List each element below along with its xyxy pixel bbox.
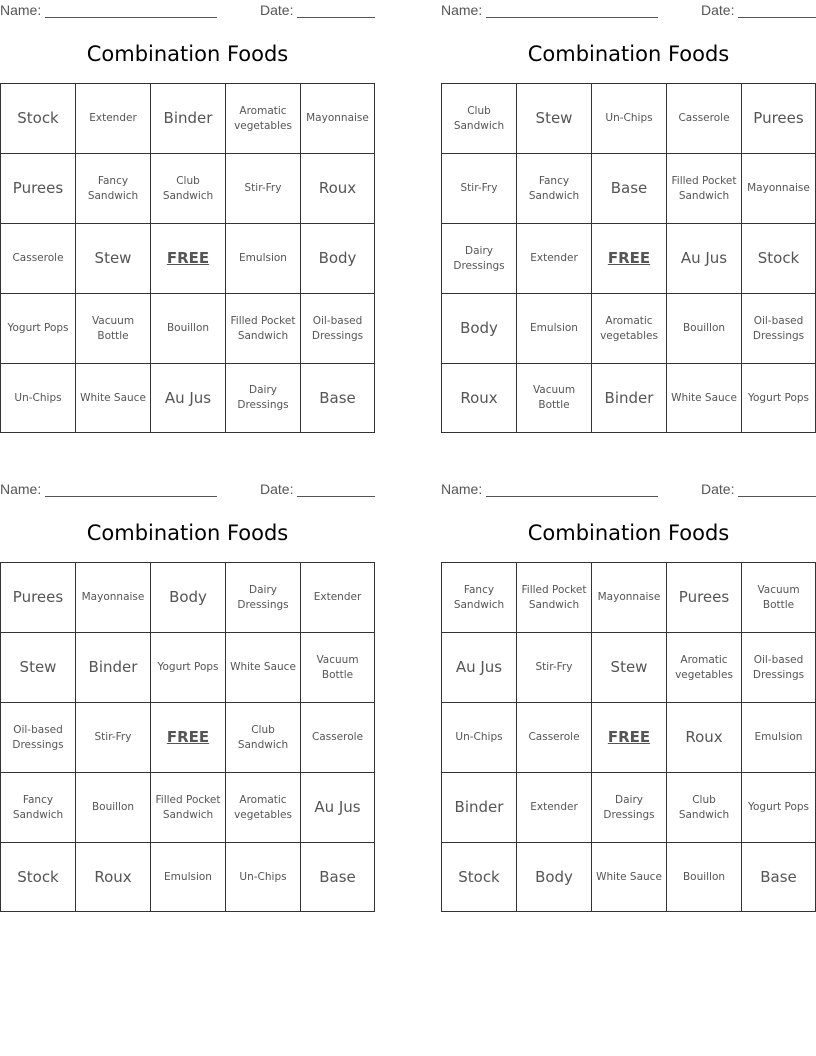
bingo-cell-text: Emulsion [164,870,212,883]
bingo-cell [517,154,591,223]
date-label: Date: [701,481,735,497]
bingo-cell [1,84,75,153]
bingo-cell-text: Stock [17,109,59,127]
bingo-cell-text: White Sauce [230,661,296,673]
free-space-cell [151,703,225,772]
date-label: Date: [701,2,735,18]
bingo-cell [592,364,666,432]
bingo-cell-text: Filled Pocket Sandwich [230,314,296,342]
bingo-cell [517,633,591,702]
bingo-cell [742,773,815,842]
bingo-cell [76,84,150,153]
bingo-cell-text: Roux [318,179,357,197]
bingo-cell-text: Mayonnaise [597,591,661,603]
bingo-cell [1,633,75,702]
bingo-cell-text: Oil-based Dressings [752,314,805,342]
bingo-grid [0,83,375,433]
bingo-card-4 [441,479,816,886]
bingo-cell [151,364,225,432]
bingo-cell [517,703,591,772]
bingo-cell-text: Casserole [311,731,364,743]
name-label: Name: [441,481,483,497]
bingo-cell [742,703,815,772]
free-space-cell [592,703,666,772]
bingo-cell-text: Casserole [678,112,730,124]
date-label: Date: [260,2,294,18]
bingo-cell [226,563,300,632]
bingo-cell-text: Stew [610,658,648,676]
bingo-cell [301,294,374,363]
name-date-line [441,481,816,499]
bingo-cell-text: Purees [678,588,730,606]
bingo-cell [517,843,591,911]
card-title: Combination Foods [86,42,289,66]
bingo-cell [592,563,666,632]
bingo-cell-text: Bouillon [166,322,210,334]
bingo-cell-text: Stir-Fry [460,182,498,194]
bingo-cell-text: FREE [166,728,210,746]
bingo-cell-text: Vacuum Bottle [532,384,576,411]
bingo-cell-text: Au Jus [455,658,503,676]
bingo-cell-text: Yogurt Pops [747,801,810,813]
bingo-cell-text: Au Jus [164,388,212,407]
bingo-cell-text: Emulsion [754,731,803,743]
bingo-cell-text: Mayonnaise [306,112,369,124]
bingo-cell [442,633,516,702]
bingo-cell [151,843,225,911]
bingo-cell-text: Roux [460,388,498,407]
bingo-cell-text: Aromatic vegetables [234,104,292,132]
bingo-cell-text: Dairy Dressings [603,793,655,821]
bingo-cell [76,364,150,432]
bingo-cell-text: Yogurt Pops [157,661,219,673]
bingo-cell [151,154,225,223]
name-label: Name: [441,2,483,18]
bingo-cell [667,364,741,432]
bingo-cell [592,154,666,223]
bingo-cell [151,563,225,632]
bingo-cell [301,364,374,432]
name-blank-line [45,496,217,497]
bingo-cell-text: Vacuum Bottle [91,314,135,342]
bingo-cell-text: Roux [94,867,132,886]
bingo-cell [592,633,666,702]
bingo-cell [151,633,225,702]
bingo-cell [1,563,75,632]
bingo-cell-text: Club Sandwich [237,723,289,751]
bingo-card-3 [0,479,375,886]
date-blank-line [297,17,375,18]
bingo-cell [301,773,374,842]
bingo-cell-text: Fancy Sandwich [528,174,580,202]
bingo-cell-text: White Sauce [80,391,146,404]
bingo-cell-text: Purees [753,109,804,127]
bingo-cell [1,294,75,363]
bingo-cell [742,364,815,432]
bingo-card-1 [0,0,375,411]
bingo-cell [517,294,591,363]
bingo-cell-text: Aromatic vegetables [675,653,733,681]
bingo-cell-text: Base [610,179,648,197]
bingo-cell-text: Bouillon [91,801,135,813]
bingo-cell [667,154,741,223]
bingo-cell-text: Purees [12,179,64,197]
bingo-cell-text: FREE [166,249,210,267]
bingo-cell [592,773,666,842]
bingo-cell-text: White Sauce [596,870,662,883]
bingo-cell-text: Bouillon [682,322,726,334]
bingo-cell [592,84,666,153]
bingo-cell-text: Purees [12,588,64,606]
bingo-cell-text: Fancy Sandwich [12,793,64,821]
bingo-cell-text: Club Sandwich [162,174,214,202]
bingo-cell-text: White Sauce [671,391,737,404]
card-title: Combination Foods [527,521,730,545]
bingo-cell [226,633,300,702]
bingo-cell [517,563,591,632]
bingo-cell-text: Stew [19,658,57,676]
bingo-grid [0,562,375,912]
bingo-card-2 [441,0,816,411]
bingo-cell [76,294,150,363]
bingo-cell-text: Body [169,588,207,606]
bingo-cell [1,224,75,293]
bingo-cell [442,773,516,842]
bingo-cell [226,364,300,432]
bingo-cell [76,703,150,772]
bingo-cell [667,703,741,772]
bingo-cell-text: Casserole [528,731,580,743]
name-blank-line [45,17,217,18]
bingo-cell [442,224,516,293]
bingo-cell [667,843,741,911]
bingo-cell [742,563,815,632]
bingo-cell-text: Base [319,867,356,886]
bingo-cell-text: Body [535,867,573,886]
name-date-line [0,481,375,499]
bingo-cell [301,224,374,293]
bingo-cell-text: Emulsion [530,322,578,334]
bingo-cell [592,843,666,911]
bingo-cell-text: Au Jus [314,798,361,816]
date-blank-line [297,496,375,497]
bingo-cell [1,703,75,772]
bingo-cell [226,84,300,153]
name-blank-line [486,17,658,18]
bingo-cell [442,563,516,632]
bingo-cell-text: Yogurt Pops [747,391,810,404]
bingo-cell-text: Oil-based Dressings [12,723,64,751]
bingo-cell-text: Stock [17,867,59,886]
bingo-cell-text: Binder [604,388,654,407]
bingo-cell [301,84,374,153]
bingo-cell [667,224,741,293]
bingo-cell [226,843,300,911]
bingo-cell-text: Vacuum Bottle [316,653,359,681]
date-blank-line [738,17,816,18]
bingo-cell-text: FREE [607,249,651,267]
bingo-cell-text: Casserole [12,252,64,264]
bingo-cell [301,563,374,632]
bingo-cell-text: Body [318,249,357,267]
bingo-cell [226,703,300,772]
bingo-cell [442,154,516,223]
bingo-cell-text: Extender [313,591,362,603]
bingo-cell-text: Mayonnaise [81,591,145,603]
bingo-cell-text: Extender [530,252,578,264]
card-title: Combination Foods [86,521,289,545]
name-date-line [0,2,375,20]
bingo-cell-text: FREE [607,728,651,746]
bingo-cell [517,773,591,842]
bingo-cell [742,84,815,153]
bingo-cell-text: Base [760,867,797,886]
bingo-cell [742,224,815,293]
bingo-cell-text: Un-Chips [14,391,62,404]
bingo-cell-text: Roux [685,728,723,746]
bingo-cell [517,364,591,432]
bingo-cell-text: Mayonnaise [747,182,810,194]
free-space-cell [592,224,666,293]
bingo-cell-text: Au Jus [680,249,728,267]
bingo-cell [442,294,516,363]
bingo-cell-text: Extender [530,801,578,813]
bingo-cell-text: Filled Pocket Sandwich [155,793,221,821]
bingo-cell-text: Binder [163,109,213,127]
name-label: Name: [0,481,42,497]
bingo-cell-text: Stock [757,249,800,267]
bingo-cell-text: Un-Chips [605,112,653,124]
bingo-cell [667,633,741,702]
bingo-cell-text: Un-Chips [455,731,503,743]
free-space-cell [151,224,225,293]
bingo-cell [442,84,516,153]
bingo-cell-text: Extender [89,112,137,124]
bingo-grid [441,83,816,433]
bingo-cell [442,364,516,432]
bingo-cell-text: Stir-Fry [244,182,282,194]
bingo-cell-text: Dairy Dressings [453,244,505,272]
bingo-cell [1,843,75,911]
bingo-cell [151,773,225,842]
bingo-cell [76,563,150,632]
bingo-cell-text: Aromatic vegetables [600,314,658,342]
bingo-cell [667,773,741,842]
bingo-cell [76,773,150,842]
bingo-cell [742,154,815,223]
bingo-cell [742,633,815,702]
bingo-cell [76,224,150,293]
bingo-cell-text: Emulsion [239,252,287,264]
bingo-cell-text: Stir-Fry [94,731,132,743]
bingo-cell [1,364,75,432]
bingo-cell-text: Aromatic vegetables [234,793,292,821]
bingo-cell-text: Filled Pocket Sandwich [521,583,587,611]
bingo-cell-text: Yogurt Pops [7,322,69,334]
name-blank-line [486,496,658,497]
bingo-cell-text: Vacuum Bottle [757,583,800,611]
bingo-cell-text: Oil-based Dressings [311,314,364,342]
bingo-cell [667,563,741,632]
name-label: Name: [0,2,42,18]
date-label: Date: [260,481,294,497]
bingo-cell [742,843,815,911]
bingo-cell [301,633,374,702]
bingo-cell [301,703,374,772]
bingo-cell [592,294,666,363]
bingo-cell-text: Un-Chips [239,870,287,883]
bingo-cell-text: Fancy Sandwich [453,583,505,611]
bingo-cell [742,294,815,363]
bingo-cell-text: Binder [88,658,138,676]
bingo-cell [301,843,374,911]
bingo-grid [441,562,816,912]
bingo-cell [667,294,741,363]
bingo-cell [1,154,75,223]
bingo-cell-text: Dairy Dressings [237,384,289,411]
bingo-cell-text: Dairy Dressings [237,583,289,611]
bingo-cell-text: Base [319,388,356,407]
bingo-cell-text: Binder [454,798,504,816]
bingo-cell-text: Bouillon [682,870,726,883]
bingo-cell-text: Fancy Sandwich [87,174,139,202]
bingo-cell-text: Filled Pocket Sandwich [671,174,737,202]
bingo-cell [1,773,75,842]
bingo-cell [151,294,225,363]
bingo-cell [517,84,591,153]
name-date-line [441,2,816,20]
bingo-cell-text: Body [460,319,498,337]
bingo-cell-text: Stew [535,109,573,127]
bingo-cell [226,773,300,842]
bingo-cell [76,154,150,223]
bingo-cell-text: Club Sandwich [678,793,730,821]
card-title: Combination Foods [527,42,730,66]
bingo-cell [226,154,300,223]
bingo-cell-text: Stew [94,249,132,267]
bingo-cell [667,84,741,153]
date-blank-line [738,496,816,497]
bingo-cell [76,843,150,911]
bingo-cell-text: Stir-Fry [535,661,573,673]
bingo-cell [442,703,516,772]
bingo-cell-text: Club Sandwich [453,104,505,132]
bingo-cell [226,224,300,293]
bingo-cell [226,294,300,363]
bingo-cell [517,224,591,293]
bingo-cell-text: Stock [458,867,500,886]
bingo-cell [442,843,516,911]
bingo-cell [76,633,150,702]
bingo-cell [301,154,374,223]
bingo-cell-text: Oil-based Dressings [752,653,805,681]
bingo-cell [151,84,225,153]
